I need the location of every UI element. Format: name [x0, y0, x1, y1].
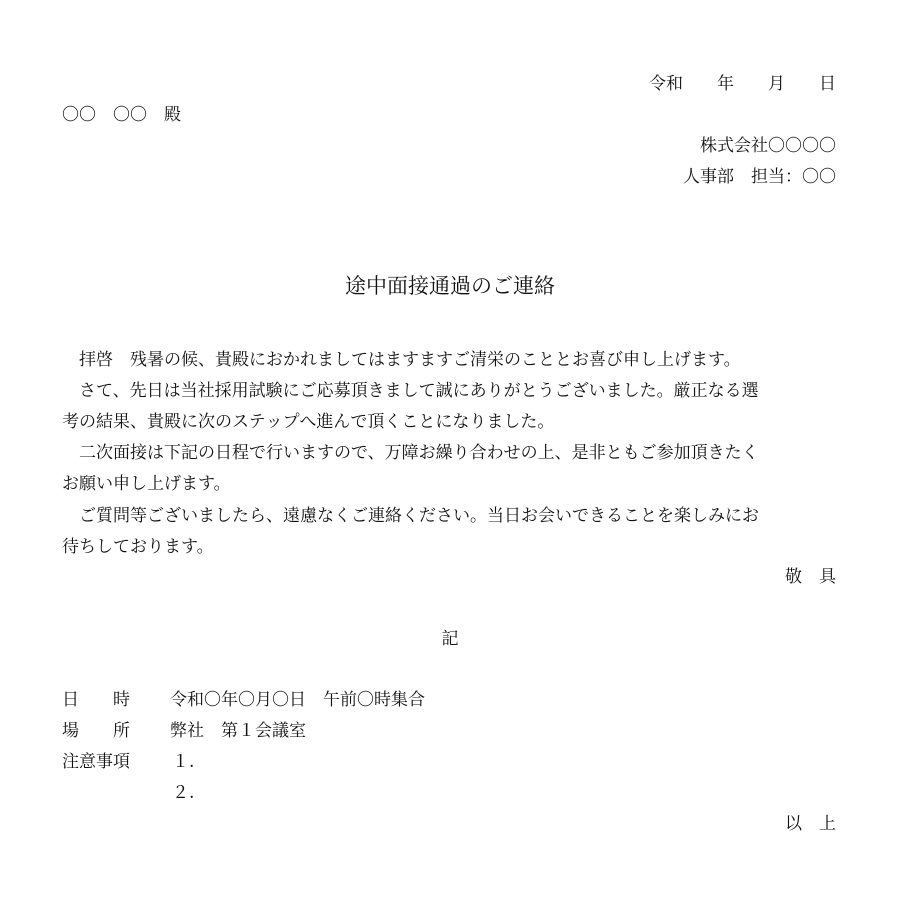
body-line-2: さて、先日は当社採用試験にご応募頂きまして誠にありがとうございました。厳正なる選 [62, 381, 759, 401]
body-line-6: ご質問等ございましたら、遠慮なくご連絡ください。当日お会いできることを楽しみにお [62, 506, 759, 526]
sender-company: 株式会社〇〇〇〇 [700, 136, 836, 156]
document-date: 令和 年 月 日 [649, 74, 836, 94]
sender-department: 人事部 担当：〇〇 [683, 167, 836, 187]
notes-label: 注意事項 [62, 752, 130, 772]
place-value: 弊社 第１会議室 [170, 721, 306, 741]
note-item-1: １. [172, 752, 195, 772]
datetime-value: 令和〇年〇月〇日 午前〇時集合 [170, 690, 425, 710]
body-line-7: 待ちしております。 [62, 537, 214, 557]
place-label: 場 所 [62, 721, 130, 741]
body-line-3: 考の結果、貴殿に次のステップへ進んで頂くことになりました。 [62, 412, 555, 432]
body-line-5: お願い申し上げます。 [62, 474, 231, 494]
datetime-label: 日 時 [62, 690, 130, 710]
closing-ijo: 以 上 [785, 814, 836, 834]
note-item-2: ２. [172, 783, 195, 803]
closing-keigu: 敬 具 [785, 567, 836, 587]
ki-heading: 記 [441, 629, 459, 649]
body-line-1: 拝啓 残暑の候、貴殿におかれましてはますますご清栄のこととお喜び申し上げます。 [62, 350, 741, 370]
body-line-4: 二次面接は下記の日程で行いますので、万障お繰り合わせの上、是非ともご参加頂きたく [62, 443, 759, 463]
recipient-name: 〇〇 〇〇 殿 [62, 105, 181, 125]
document-title: 途中面接通過のご連絡 [345, 274, 555, 298]
